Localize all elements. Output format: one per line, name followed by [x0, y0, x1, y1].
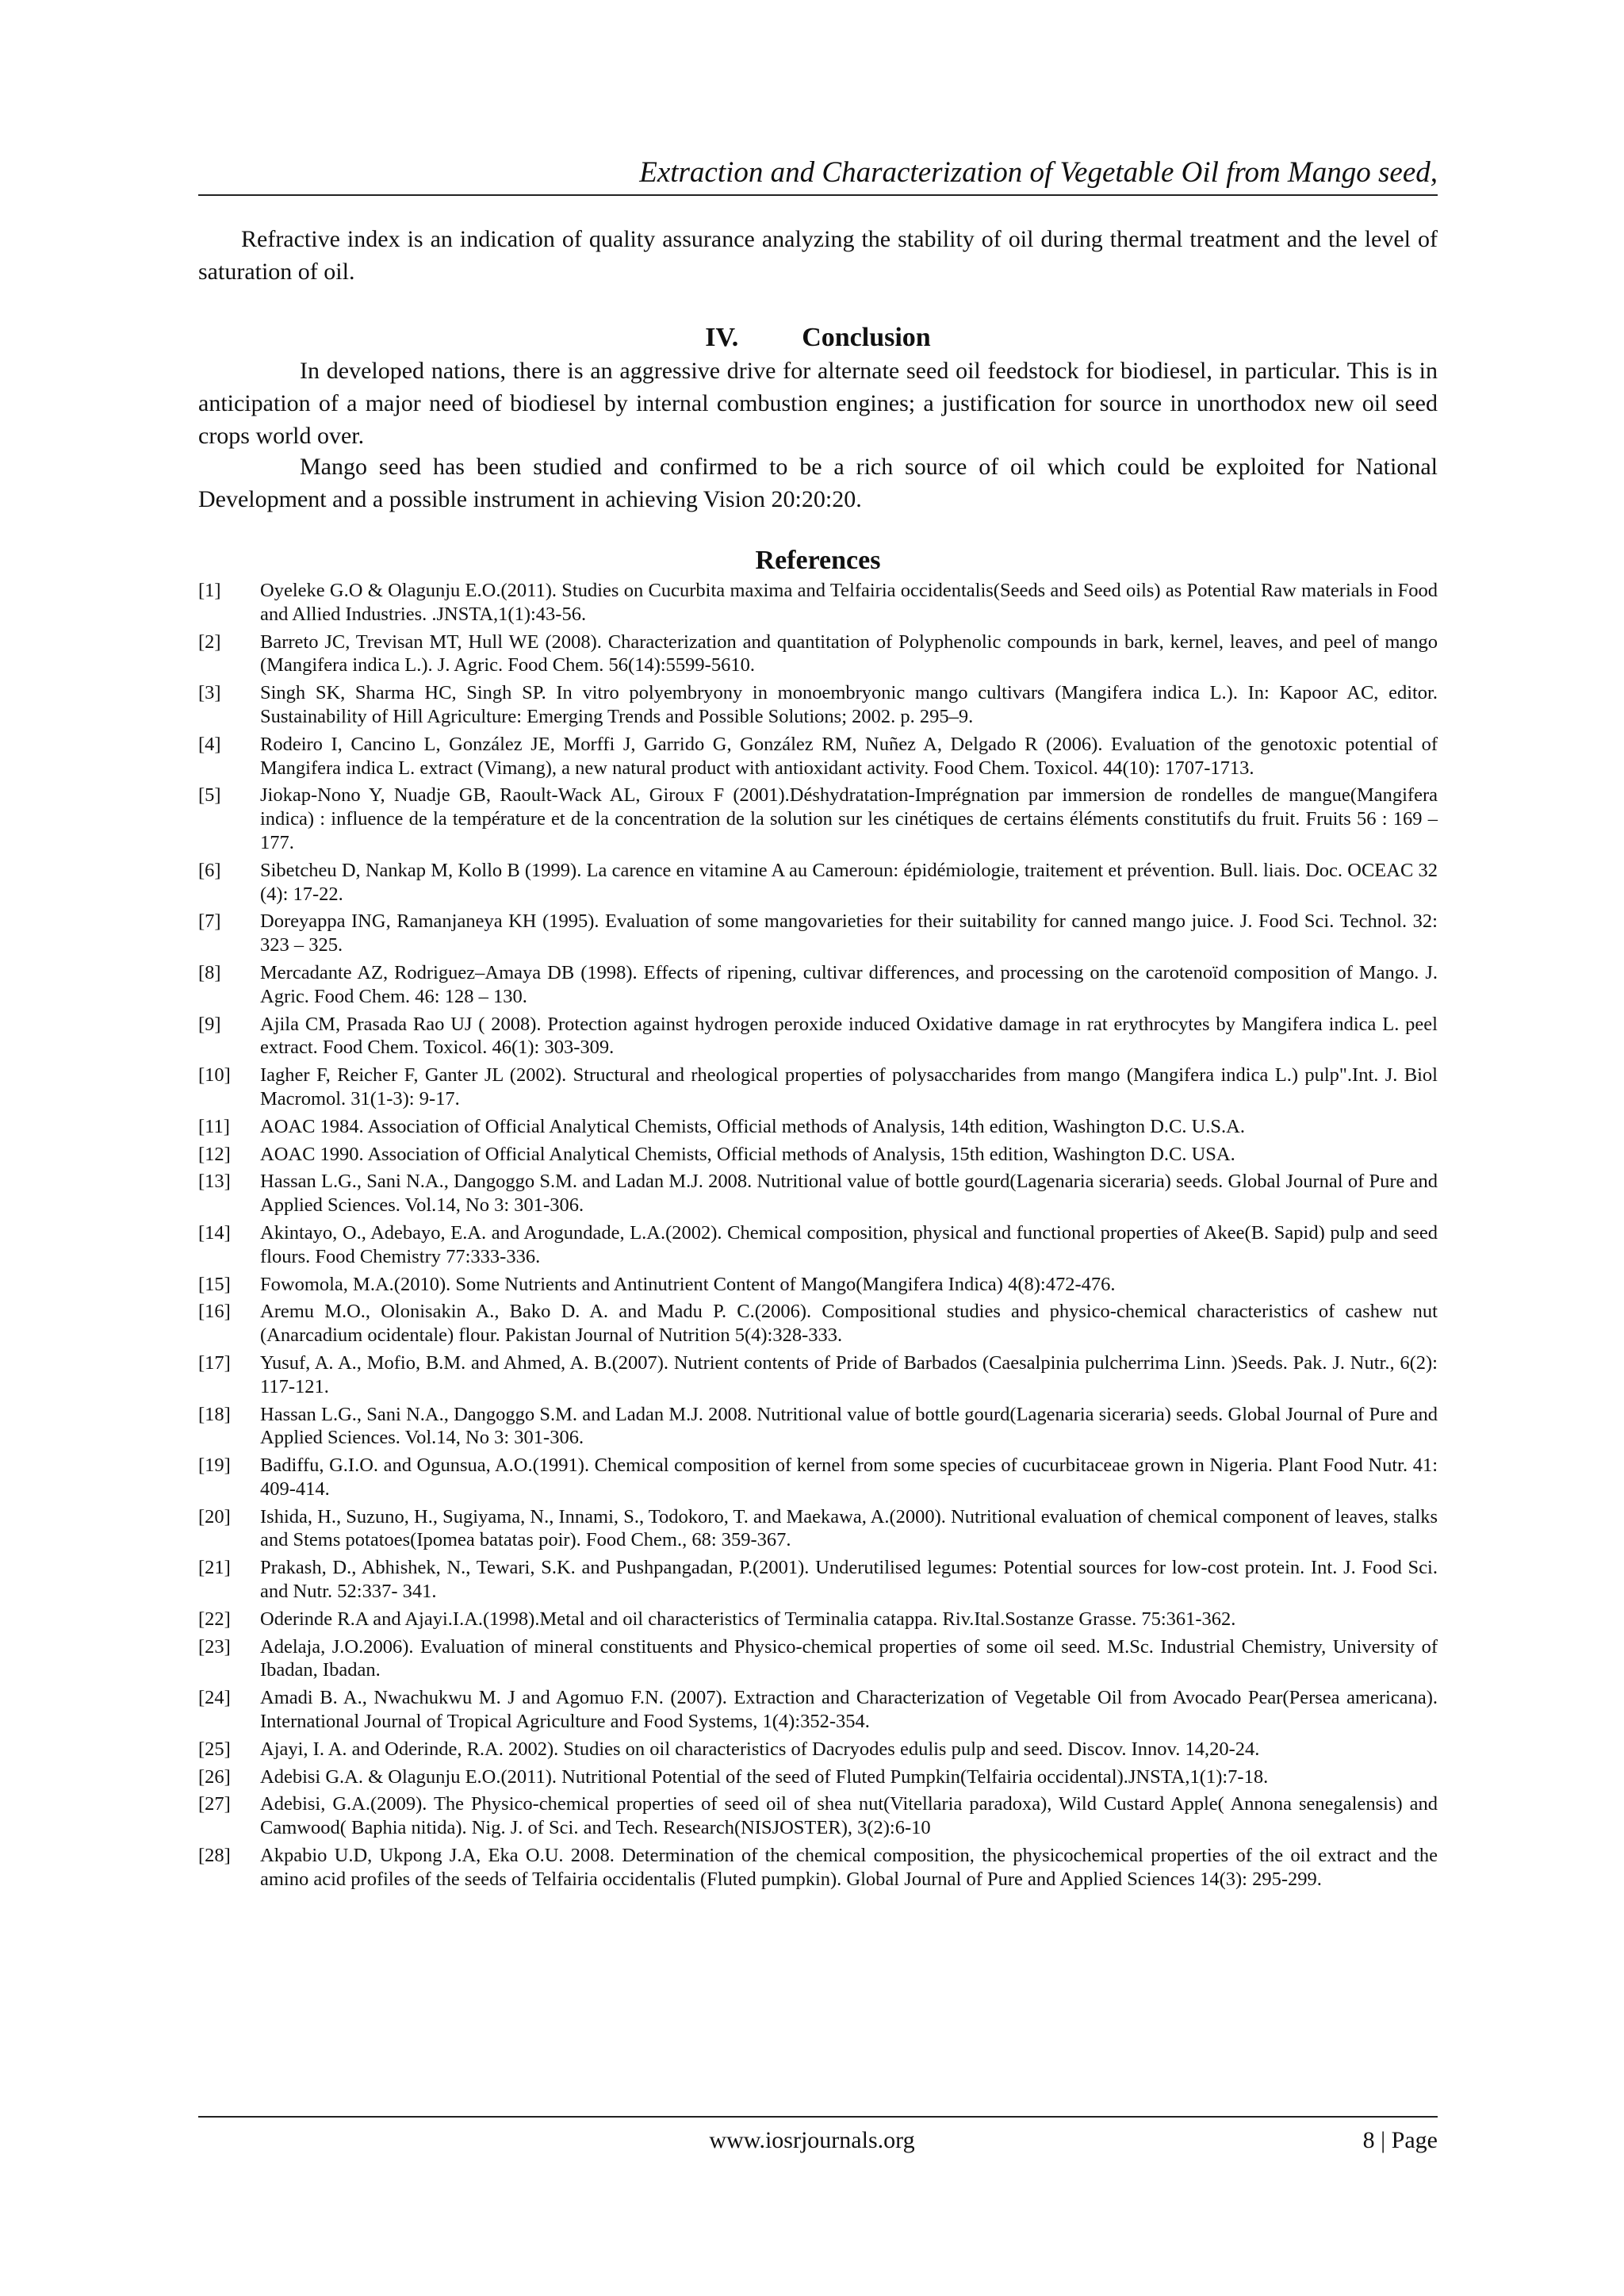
header-divider: [198, 194, 1438, 196]
reference-text: Akintayo, O., Adebayo, E.A. and Arogundade, L.A.(2002). Chemical composition, physical and functional properties of Akee(B. Sapid) pulp and seed flours. Food Chemistry 77:333-336.: [260, 1221, 1438, 1267]
reference-number: [1]: [198, 580, 221, 601]
reference-item: [198, 631, 1438, 678]
reference-item: [198, 1686, 1438, 1734]
reference-item: [198, 1170, 1438, 1217]
reference-text: Akpabio U.D, Ukpong J.A, Eka O.U. 2008. Determination of the chemical composition, the physicochemical properties of the oil extract and the amino acid profiles of the seeds of Telfairia occidentalis (Fluted pumpkin). Global Journal of Pure and Applied Sciences 14(3): 295-299.: [260, 1845, 1438, 1890]
reference-item: [198, 1403, 1438, 1451]
running-header-title: Extraction and Characterization of Vegetable Oil from Mango seed,: [639, 156, 1438, 189]
reference-number: [4]: [198, 733, 221, 755]
reference-item: [198, 1013, 1438, 1060]
reference-text: Singh SK, Sharma HC, Singh SP. In vitro polyembryony in monoembryonic mango cultivars (Mangifera indica L.). In: Kapoor AC, editor. Sustainability of Hill Agriculture: Emerging Trends and Possible Solutions; 2002. p. 295–9.: [260, 682, 1438, 727]
reference-item: [198, 1064, 1438, 1111]
reference-item: [198, 733, 1438, 780]
reference-number: [24]: [198, 1687, 231, 1709]
reference-text: Aremu M.O., Olonisakin A., Bako D. A. and Madu P. C.(2006). Compositional studies and physico-chemical characteristics of cashew nut (Anarcadium ocidentale) flour. Pakistan Journal of Nutrition 5(4):328-333.: [260, 1301, 1438, 1347]
reference-number: [2]: [198, 631, 221, 653]
reference-text: AOAC 1984. Association of Official Analytical Chemists, Official methods of Analysis, 14th edition, Washington D.C. U.S.A.: [260, 1115, 1245, 1137]
reference-text: Badiffu, G.I.O. and Ogunsua, A.O.(1991). Chemical composition of kernel from some species of cucurbitaceae grown in Nigeria. Plant Food Nutr. 41: 409-414.: [260, 1455, 1438, 1500]
reference-item: [198, 1351, 1438, 1399]
reference-text: Ajila CM, Prasada Rao UJ ( 2008). Protection against hydrogen peroxide induced Oxidative damage in rat erythrocytes by Mangifera indica L. peel extract. Food Chem. Toxicol. 46(1): 303-309.: [260, 1013, 1438, 1059]
references-heading: References: [755, 546, 881, 575]
reference-text: Oyeleke G.O & Olagunju E.O.(2011). Studies on Cucurbita maxima and Telfairia occidentalis(Seeds and Seed oils) as Potential Raw materials in Food and Allied Industries. .JNSTA,1(1):43-56.: [260, 580, 1438, 625]
reference-text: Adelaja, J.O.2006). Evaluation of mineral constituents and Physico-chemical properties of some oil seed. M.Sc. Industrial Chemistry, University of Ibadan, Ibadan.: [260, 1635, 1438, 1681]
reference-number: [9]: [198, 1013, 221, 1035]
reference-number: [12]: [198, 1143, 231, 1165]
reference-item: [198, 1273, 1438, 1297]
reference-number: [19]: [198, 1455, 231, 1477]
reference-number: [13]: [198, 1171, 231, 1193]
reference-number: [11]: [198, 1115, 230, 1137]
reference-text: Yusuf, A. A., Mofio, B.M. and Ahmed, A. B.(2007). Nutrient contents of Pride of Barbados (Caesalpinia pulcherrima Linn. )Seeds. Pak. J. Nutr., 6(2): 117-121.: [260, 1351, 1438, 1397]
reference-item: [198, 1115, 1438, 1139]
conclusion-paragraph: Mango seed has been studied and confirmed to be a rich source of oil which could be exploited for National Development and a possible instrument in achieving Vision 20:20:20.: [198, 454, 1438, 512]
reference-number: [5]: [198, 784, 221, 807]
reference-number: [8]: [198, 961, 221, 983]
section-heading: [198, 321, 1438, 355]
reference-text: Oderinde R.A and Ajayi.I.A.(1998).Metal and oil characteristics of Terminalia catappa. Riv.Ital.Sostanze Grasse. 75:361-362.: [260, 1608, 1236, 1630]
reference-number: [28]: [198, 1845, 231, 1867]
reference-item: [198, 1635, 1438, 1683]
footer-divider: [198, 2116, 1438, 2118]
reference-item: [198, 681, 1438, 729]
reference-number: [26]: [198, 1765, 231, 1788]
reference-number: [3]: [198, 682, 221, 704]
reference-item: [198, 859, 1438, 907]
reference-text: Fowomola, M.A.(2010). Some Nutrients and Antinutrient Content of Mango(Mangifera Indica) 4(8):472-476.: [260, 1273, 1116, 1295]
section-title: Conclusion: [802, 323, 931, 352]
reference-text: AOAC 1990. Association of Official Analytical Chemists, Official methods of Analysis, 15th edition, Washington D.C. USA.: [260, 1143, 1235, 1165]
reference-item: [198, 1556, 1438, 1604]
reference-text: Sibetcheu D, Nankap M, Kollo B (1999). La carence en vitamine A au Cameroun: épidémiologie, traitement et prévention. Bull. liais. Doc. OCEAC 32 (4): 17-22.: [260, 859, 1438, 905]
reference-item: [198, 1738, 1438, 1761]
reference-number: [15]: [198, 1273, 231, 1295]
reference-text: Barreto JC, Trevisan MT, Hull WE (2008). Characterization and quantitation of Polyphenolic compounds in bark, kernel, leaves, and peel of mango (Mangifera indica L.). J. Agric. Food Chem. 56(14):5599-5610.: [260, 631, 1438, 677]
reference-number: [21]: [198, 1557, 231, 1579]
reference-text: Ishida, H., Suzuno, H., Sugiyama, N., Innami, S., Todokoro, T. and Maekawa, A.(2000). Nutritional evaluation of chemical component of leaves, stalks and Stems potatoes(Ipomea batatas poir). Food Chem., 68: 359-367.: [260, 1505, 1438, 1551]
reference-text: Mercadante AZ, Rodriguez–Amaya DB (1998). Effects of ripening, cultivar differences, and processing on the carotenoïd composition of Mango. J. Agric. Food Chem. 46: 128 – 130.: [260, 961, 1438, 1007]
reference-item: [198, 1300, 1438, 1347]
reference-item: [198, 784, 1438, 854]
reference-text: Amadi B. A., Nwachukwu M. J and Agomuo F.N. (2007). Extraction and Characterization of Vegetable Oil from Avocado Pear(Persea americana). International Journal of Tropical Agriculture and Food Systems, 1(4):352-354.: [260, 1687, 1438, 1733]
reference-text: Hassan L.G., Sani N.A., Dangoggo S.M. and Ladan M.J. 2008. Nutritional value of bottle gourd(Lagenaria siceraria) seeds. Global Journal of Pure and Applied Sciences. Vol.14, No 3: 301-306.: [260, 1403, 1438, 1449]
reference-text: Rodeiro I, Cancino L, González JE, Morffi J, Garrido G, González RM, Nuñez A, Delgado R (2006). Evaluation of the genotoxic potential of Mangifera indica L. extract (Vimang), a new natural product with antioxidant activity. Food Chem. Toxicol. 44(10): 1707-1713.: [260, 733, 1438, 779]
reference-text: Hassan L.G., Sani N.A., Dangoggo S.M. and Ladan M.J. 2008. Nutritional value of bottle gourd(Lagenaria siceraria) seeds. Global Journal of Pure and Applied Sciences. Vol.14, No 3: 301-306.: [260, 1171, 1438, 1217]
reference-number: [16]: [198, 1301, 231, 1323]
reference-number: [6]: [198, 859, 221, 881]
reference-number: [10]: [198, 1064, 231, 1087]
reference-item: [198, 1765, 1438, 1789]
reference-number: [17]: [198, 1351, 231, 1374]
section-number: IV.: [705, 323, 739, 352]
reference-item: [198, 1505, 1438, 1553]
reference-text: Iagher F, Reicher F, Ganter JL (2002). Structural and rheological properties of polysaccharides from mango (Mangifera indica L.) pulp".Int. J. Biol Macromol. 31(1-3): 9-17.: [260, 1064, 1438, 1110]
reference-text: Jiokap-Nono Y, Nuadje GB, Raoult-Wack AL, Giroux F (2001).Déshydratation-Imprégnation par immersion de rondelles de mangue(Mangifera indica) : influence de la température et de la concentration de la solution sur les cinétiques de certains éléments constitutifs du fruit. Fruits 56 : 169 – 177.: [260, 784, 1438, 853]
reference-text: Ajayi, I. A. and Oderinde, R.A. 2002). Studies on oil characteristics of Dacryodes edulis pulp and seed. Discov. Innov. 14,20-24.: [260, 1738, 1260, 1760]
reference-number: [18]: [198, 1403, 231, 1425]
reference-item: [198, 1221, 1438, 1269]
reference-text: Prakash, D., Abhishek, N., Tewari, S.K. and Pushpangadan, P.(2001). Underutilised legumes: Potential sources for low-cost protein. Int. J. Food Sci. and Nutr. 52:337- 341.: [260, 1557, 1438, 1603]
reference-item: [198, 579, 1438, 627]
reference-number: [14]: [198, 1221, 231, 1244]
reference-number: [25]: [198, 1738, 231, 1760]
reference-text: Adebisi G.A. & Olagunju E.O.(2011). Nutritional Potential of the seed of Fluted Pumpkin(Telfairia occidental).JNSTA,1(1):7-18.: [260, 1765, 1269, 1788]
reference-text: Doreyappa ING, Ramanjaneya KH (1995). Evaluation of some mangovarieties for their suitability for canned mango juice. J. Food Sci. Technol. 32: 323 – 325.: [260, 910, 1438, 956]
reference-number: [7]: [198, 910, 221, 933]
reference-item: [198, 1608, 1438, 1631]
reference-text: Adebisi, G.A.(2009). The Physico-chemical properties of seed oil of shea nut(Vitellaria paradoxa), Wild Custard Apple( Annona senegalensis) and Camwood( Baphia nitida). Nig. J. of Sci. and Tech. Research(NISJOSTER), 3(2):6-10: [260, 1793, 1438, 1839]
reference-item: [198, 910, 1438, 957]
reference-item: [198, 1454, 1438, 1501]
reference-number: [22]: [198, 1608, 231, 1630]
reference-number: [27]: [198, 1793, 231, 1815]
reference-item: [198, 1844, 1438, 1892]
footer-page-number: 8 | Page: [1362, 2127, 1438, 2153]
intro-paragraph: Refractive index is an indication of quality assurance analyzing the stability of oil during thermal treatment and the level of saturation of oil.: [198, 226, 1438, 285]
reference-item: [198, 1143, 1438, 1167]
reference-item: [198, 1792, 1438, 1840]
reference-list: [198, 579, 1438, 1895]
conclusion-paragraph: In developed nations, there is an aggressive drive for alternate seed oil feedstock for biodiesel, in particular. This is in anticipation of a major need of biodiesel by internal combustion engines; a justification for source in unorthodox new oil seed crops world over.: [198, 358, 1438, 449]
reference-item: [198, 961, 1438, 1009]
footer-website: www.iosrjournals.org: [709, 2127, 915, 2153]
reference-number: [20]: [198, 1505, 231, 1527]
reference-number: [23]: [198, 1635, 231, 1658]
